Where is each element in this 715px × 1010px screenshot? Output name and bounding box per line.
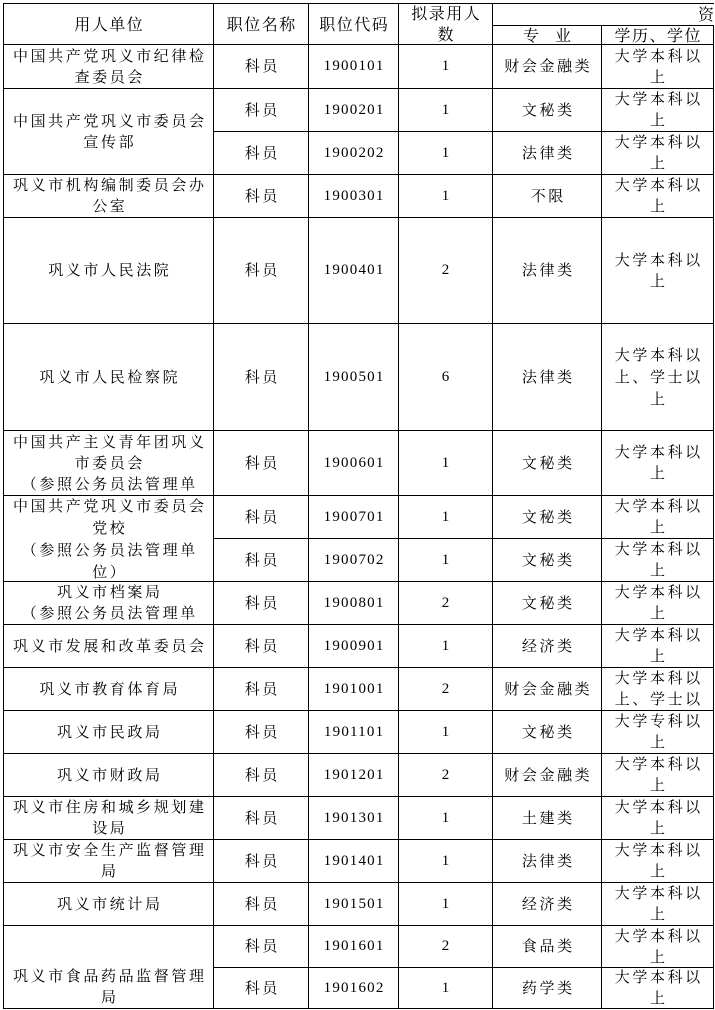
- unit-cell: [4, 711, 214, 754]
- position-code-cell: 1901601: [309, 926, 399, 968]
- education-line: 大学本科以: [614, 583, 703, 601]
- major-cell: 文秘类: [493, 431, 602, 496]
- header-headcount: [399, 4, 493, 45]
- headcount-cell: 2: [399, 218, 493, 324]
- education-line: 大学本科以: [614, 46, 703, 65]
- major-cell: 经济类: [493, 883, 602, 926]
- education-cell: [602, 89, 714, 132]
- position-name-cell: 科员: [214, 45, 309, 89]
- major-cell: 财会金融类: [493, 754, 602, 797]
- position-name-cell: 科员: [214, 668, 309, 711]
- position-name-cell: 科员: [214, 625, 309, 668]
- unit-name-line: 宣传部: [83, 132, 137, 151]
- unit-cell: [4, 45, 214, 89]
- position-name-cell: 科员: [214, 539, 309, 582]
- education-cell: [602, 539, 714, 582]
- headcount-cell: 1: [399, 45, 493, 89]
- major-cell: 经济类: [493, 625, 602, 668]
- unit-cell: [4, 175, 214, 218]
- unit-name-line: 中国共产党巩义市委员会: [12, 111, 207, 130]
- headcount-cell: 2: [399, 582, 493, 625]
- education-cell: [602, 797, 714, 840]
- unit-cell: [4, 797, 214, 840]
- headcount-cell: 1: [399, 883, 493, 926]
- education-cell: [602, 582, 714, 625]
- education-cell: [602, 625, 714, 668]
- major-cell: 文秘类: [493, 711, 602, 754]
- education-cell: [602, 324, 714, 431]
- education-cell: [602, 668, 714, 711]
- position-code-cell: 1900601: [309, 431, 399, 496]
- education-line: 大学本科以: [614, 968, 703, 986]
- unit-name-line: 公室: [92, 197, 128, 215]
- header-headcount-line: 数: [437, 25, 455, 44]
- headcount-cell: 1: [399, 89, 493, 132]
- position-code-cell: 1901201: [309, 754, 399, 797]
- education-line: 大学本科以: [614, 755, 703, 773]
- education-line: 上: [649, 561, 668, 579]
- header-position-code: 职位代码: [309, 4, 399, 45]
- position-name-cell: 科员: [214, 754, 309, 797]
- header-major: 专 业: [493, 26, 602, 45]
- major-cell: 财会金融类: [493, 668, 602, 711]
- unit-cell: [4, 625, 214, 668]
- unit-name-line: 巩义市发展和改革委员会: [12, 636, 207, 655]
- education-cell: [602, 711, 714, 754]
- headcount-cell: 1: [399, 431, 493, 496]
- position-code-cell: 1901501: [309, 883, 399, 926]
- education-line: 大学本科以: [614, 626, 703, 644]
- education-cell: [602, 754, 714, 797]
- education-line: 大学本科以: [614, 250, 703, 269]
- unit-name-line: 巩义市人民法院: [48, 261, 172, 279]
- education-line: 上、学士以: [614, 368, 703, 386]
- headcount-cell: 2: [399, 926, 493, 968]
- unit-name-line: 位）: [92, 562, 128, 581]
- unit-cell: [4, 89, 214, 175]
- unit-cell: [4, 431, 214, 496]
- education-line: 上: [649, 989, 668, 1007]
- education-line: 上: [649, 604, 668, 622]
- education-line: 上: [649, 819, 668, 837]
- headcount-cell: 2: [399, 668, 493, 711]
- education-line: 大学本科以: [614, 798, 703, 816]
- major-cell: 药学类: [493, 968, 602, 1009]
- unit-name-line: 巩义市财政局: [56, 765, 163, 784]
- position-name-cell: 科员: [214, 711, 309, 754]
- education-cell: [602, 175, 714, 218]
- headcount-cell: 1: [399, 539, 493, 582]
- position-name-cell: 科员: [214, 968, 309, 1009]
- headcount-cell: 1: [399, 711, 493, 754]
- education-line: 大学专科以: [614, 712, 703, 730]
- position-name-cell: 科员: [214, 797, 309, 840]
- position-name-cell: 科员: [214, 926, 309, 968]
- position-code-cell: 1901101: [309, 711, 399, 754]
- unit-cell: [4, 840, 214, 883]
- education-cell: [602, 496, 714, 539]
- unit-name-line: 巩义市人民检察院: [39, 367, 181, 386]
- position-name-cell: 科员: [214, 840, 309, 883]
- education-line: 上: [649, 154, 668, 172]
- unit-name-line: 市委员会: [74, 453, 145, 472]
- unit-name-line: 巩义市档案局: [56, 583, 163, 601]
- position-name-cell: 科员: [214, 218, 309, 324]
- position-code-cell: 1900501: [309, 324, 399, 431]
- headcount-cell: 1: [399, 496, 493, 539]
- major-cell: 文秘类: [493, 539, 602, 582]
- headcount-cell: 1: [399, 625, 493, 668]
- position-code-cell: 1900901: [309, 625, 399, 668]
- unit-cell: [4, 218, 214, 324]
- unit-name-line: 巩义市食品药品监督管理: [12, 967, 207, 985]
- unit-cell: [4, 324, 214, 431]
- major-cell: 文秘类: [493, 496, 602, 539]
- position-name-cell: 科员: [214, 175, 309, 218]
- education-line: 上: [649, 647, 668, 665]
- education-line: 大学本科以: [614, 884, 703, 902]
- header-unit: 用人单位: [4, 4, 214, 45]
- position-table: [3, 3, 714, 1009]
- position-name-cell: 科员: [214, 431, 309, 496]
- unit-cell: [4, 496, 214, 582]
- education-cell: [602, 132, 714, 175]
- education-line: 大学本科以: [614, 346, 703, 364]
- header-qualifications: 资: [493, 4, 714, 26]
- unit-name-line: 巩义市教育体育局: [39, 679, 181, 698]
- education-line: 大学本科以: [614, 841, 703, 859]
- education-line: 上: [649, 67, 668, 86]
- education-line: 上: [649, 862, 668, 880]
- education-line: 上: [649, 518, 668, 536]
- header-headcount-line: 拟录用人: [411, 4, 482, 23]
- position-code-cell: 1900202: [309, 132, 399, 175]
- unit-cell: [4, 883, 214, 926]
- education-line: 大学本科以: [614, 443, 703, 461]
- major-cell: 文秘类: [493, 582, 602, 625]
- education-line: 上: [649, 271, 668, 290]
- education-cell: [602, 883, 714, 926]
- major-cell: 土建类: [493, 797, 602, 840]
- education-line: 大学本科以: [614, 90, 703, 108]
- header-education: 学历、学位: [602, 26, 714, 45]
- position-code-cell: 1900801: [309, 582, 399, 625]
- position-code-cell: 1901401: [309, 840, 399, 883]
- headcount-cell: 1: [399, 840, 493, 883]
- headcount-cell: 2: [399, 754, 493, 797]
- major-cell: 不限: [493, 175, 602, 218]
- position-code-cell: 1900701: [309, 496, 399, 539]
- education-line: 上、学士以: [614, 690, 703, 708]
- headcount-cell: 1: [399, 797, 493, 840]
- unit-name-line: 查委员会: [74, 67, 145, 86]
- unit-name-line: 巩义市统计局: [56, 894, 163, 913]
- unit-name-line: （参照公务员法管理单: [21, 604, 198, 622]
- unit-cell: [4, 926, 214, 1009]
- education-line: 大学本科以: [614, 176, 703, 194]
- education-cell: [602, 45, 714, 89]
- position-name-cell: 科员: [214, 324, 309, 431]
- position-code-cell: 1901001: [309, 668, 399, 711]
- headcount-cell: 1: [399, 175, 493, 218]
- unit-name-line: 中国共产党巩义市委员会: [12, 496, 207, 515]
- unit-name-line: 局: [100, 988, 119, 1006]
- education-line: 上: [649, 111, 668, 129]
- unit-name-line: 巩义市住房和城乡规划建: [12, 798, 207, 816]
- unit-name-line: 局: [100, 862, 119, 880]
- major-cell: 法律类: [493, 840, 602, 883]
- education-line: 上: [649, 776, 668, 794]
- position-code-cell: 1900401: [309, 218, 399, 324]
- education-line: 大学本科以: [614, 669, 703, 687]
- unit-name-line: 设局: [92, 819, 128, 837]
- major-cell: 法律类: [493, 132, 602, 175]
- position-code-cell: 1901602: [309, 968, 399, 1009]
- unit-name-line: 中国共产主义青年团巩义: [12, 432, 207, 451]
- education-line: 上: [649, 905, 668, 923]
- education-line: 上: [649, 464, 668, 482]
- unit-name-line: （参照公务员法管理单: [21, 540, 198, 559]
- education-line: 上: [649, 733, 668, 751]
- education-cell: [602, 926, 714, 968]
- position-name-cell: 科员: [214, 496, 309, 539]
- unit-cell: [4, 754, 214, 797]
- position-code-cell: 1900702: [309, 539, 399, 582]
- major-cell: 文秘类: [493, 89, 602, 132]
- position-name-cell: 科员: [214, 883, 309, 926]
- headcount-cell: 1: [399, 132, 493, 175]
- position-name-cell: 科员: [214, 89, 309, 132]
- major-cell: 法律类: [493, 324, 602, 431]
- position-code-cell: 1901301: [309, 797, 399, 840]
- headcount-cell: 6: [399, 324, 493, 431]
- position-name-cell: 科员: [214, 582, 309, 625]
- position-code-cell: 1900101: [309, 45, 399, 89]
- unit-name-line: （参照公务员法管理单: [21, 474, 198, 493]
- unit-name-line: 中国共产党巩义市纪律检: [12, 46, 207, 65]
- education-line: 大学本科以: [614, 133, 703, 151]
- unit-name-line: 党校: [92, 518, 128, 537]
- major-cell: 财会金融类: [493, 45, 602, 89]
- unit-cell: [4, 582, 214, 625]
- position-code-cell: 1900301: [309, 175, 399, 218]
- unit-name-line: 巩义市安全生产监督管理: [12, 841, 207, 859]
- unit-name-line: 巩义市机构编制委员会办: [12, 176, 207, 194]
- unit-name-line: 巩义市民政局: [56, 722, 163, 741]
- position-code-cell: 1900201: [309, 89, 399, 132]
- headcount-cell: 1: [399, 968, 493, 1009]
- education-cell: [602, 968, 714, 1009]
- unit-cell: [4, 668, 214, 711]
- education-line: 大学本科以: [614, 540, 703, 558]
- education-cell: [602, 840, 714, 883]
- education-cell: [602, 431, 714, 496]
- position-name-cell: 科员: [214, 132, 309, 175]
- education-line: 上: [649, 947, 668, 966]
- education-line: 上: [649, 197, 668, 215]
- major-cell: 食品类: [493, 926, 602, 968]
- education-line: 上: [649, 390, 668, 408]
- education-line: 大学本科以: [614, 926, 703, 945]
- header-position-name: 职位名称: [214, 4, 309, 45]
- major-cell: 法律类: [493, 218, 602, 324]
- education-line: 大学本科以: [614, 497, 703, 515]
- education-cell: [602, 218, 714, 324]
